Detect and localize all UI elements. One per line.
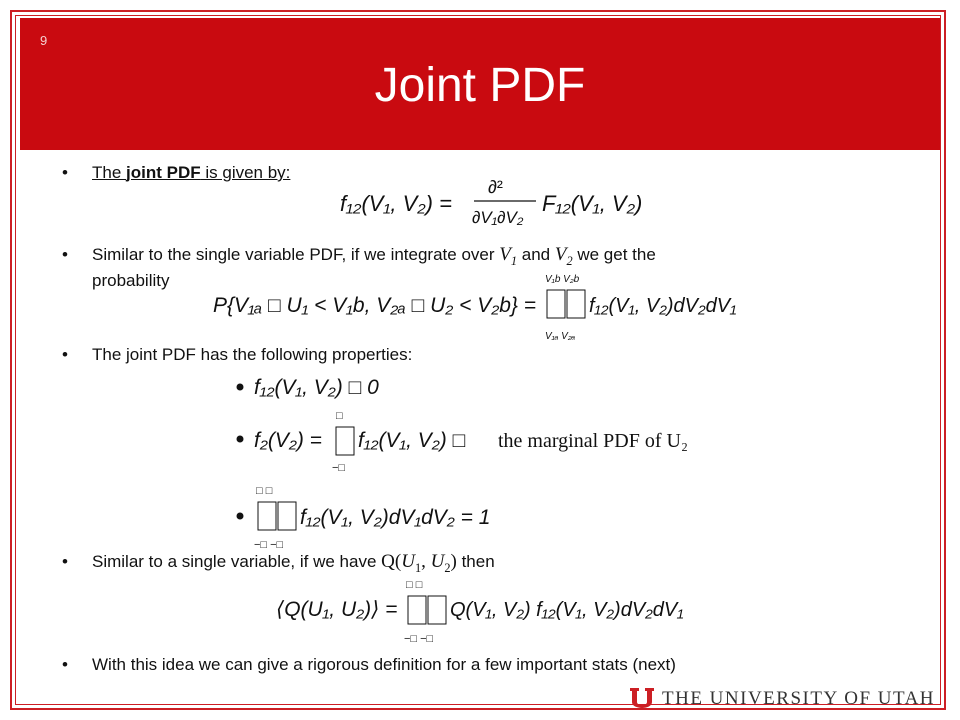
bullet-text: Similar to the single variable PDF, if we integrate over $V_1$ and $V_2$ we get the — [92, 244, 656, 268]
prop3-lower: −□ −□ — [254, 539, 284, 551]
bullet-text: With this idea we can give a rigorous definition for a few important stats (next) — [92, 655, 676, 674]
bullet-dot: • — [62, 163, 68, 182]
prop1-text: f₁₂(V₁, V₂) □ 0 — [254, 376, 379, 399]
bullet-rigorous — [62, 655, 676, 675]
prop3-upper: □ □ — [256, 485, 273, 497]
eq-upper-limits: □ □ — [406, 579, 423, 591]
prop2-lower: −□ — [332, 462, 346, 474]
university-name: THE UNIVERSITY OF UTAH — [662, 688, 936, 709]
bullet-dot: • — [62, 345, 68, 364]
bullet-text: Similar to a single variable, if we have $Q(U_1$, $U_2$) then — [92, 551, 495, 575]
eq-lhs: f₁₂(V₁, V₂) = — [340, 191, 452, 216]
bullet-dot: • — [62, 552, 68, 571]
prop2-integrand: f₁₂(V₁, V₂) □ — [358, 429, 466, 452]
slide-title: Joint PDF — [374, 59, 586, 112]
slide-number: 9 — [40, 33, 48, 48]
university-logo-icon — [628, 686, 656, 712]
bullet-dot: • — [62, 245, 68, 264]
equation-expectation — [276, 576, 716, 646]
prop2-upper: □ — [336, 410, 343, 422]
equation-probability — [213, 272, 753, 342]
eq-rhs: F₁₂(V₁, V₂) — [542, 191, 643, 216]
prop2-note: the marginal PDF of U₂ — [498, 430, 688, 452]
equation-joint-pdf — [340, 175, 643, 227]
bullet-expectation — [62, 551, 495, 576]
property-nonnegative — [232, 368, 432, 404]
bullet-properties — [62, 345, 412, 365]
property-marginal — [232, 405, 752, 475]
bullet-dot: • — [62, 655, 68, 674]
prop3-integrand: f₁₂(V₁, V₂)dV₁dV₂ = 1 — [300, 506, 491, 529]
eq-integrand: Q(V₁, V₂) f₁₂(V₁, V₂)dV₂dV₁ — [450, 599, 684, 621]
eq-lower-limits: V₁ₐ V₂ₐ — [545, 331, 576, 342]
bullet-integrate-line2: probability — [92, 271, 170, 290]
eq-upper-limits: V₁b V₂b — [545, 274, 580, 285]
property-normalization — [232, 482, 512, 554]
eq-lower-limits: −□ −□ — [404, 633, 434, 645]
bullet-joint-pdf — [62, 163, 290, 183]
eq-integrand: f₁₂(V₁, V₂)dV₂dV₁ — [589, 295, 737, 317]
bullet-text: The joint PDF is given by: — [92, 163, 291, 182]
bullet-integrate — [62, 244, 656, 269]
eq-denominator: ∂V₁∂V₂ — [472, 208, 524, 227]
bullet-text: The joint PDF has the following properties: — [92, 345, 413, 364]
prop2-lhs: f₂(V₂) = — [254, 429, 322, 452]
eq-numerator: ∂² — [488, 177, 503, 197]
eq-lhs: ⟨Q(U₁, U₂)⟩ = — [276, 598, 398, 621]
eq-lhs: P{V₁ₐ □ U₁ < V₁b, V₂ₐ □ U₂ < V₂b} = — [213, 294, 537, 317]
